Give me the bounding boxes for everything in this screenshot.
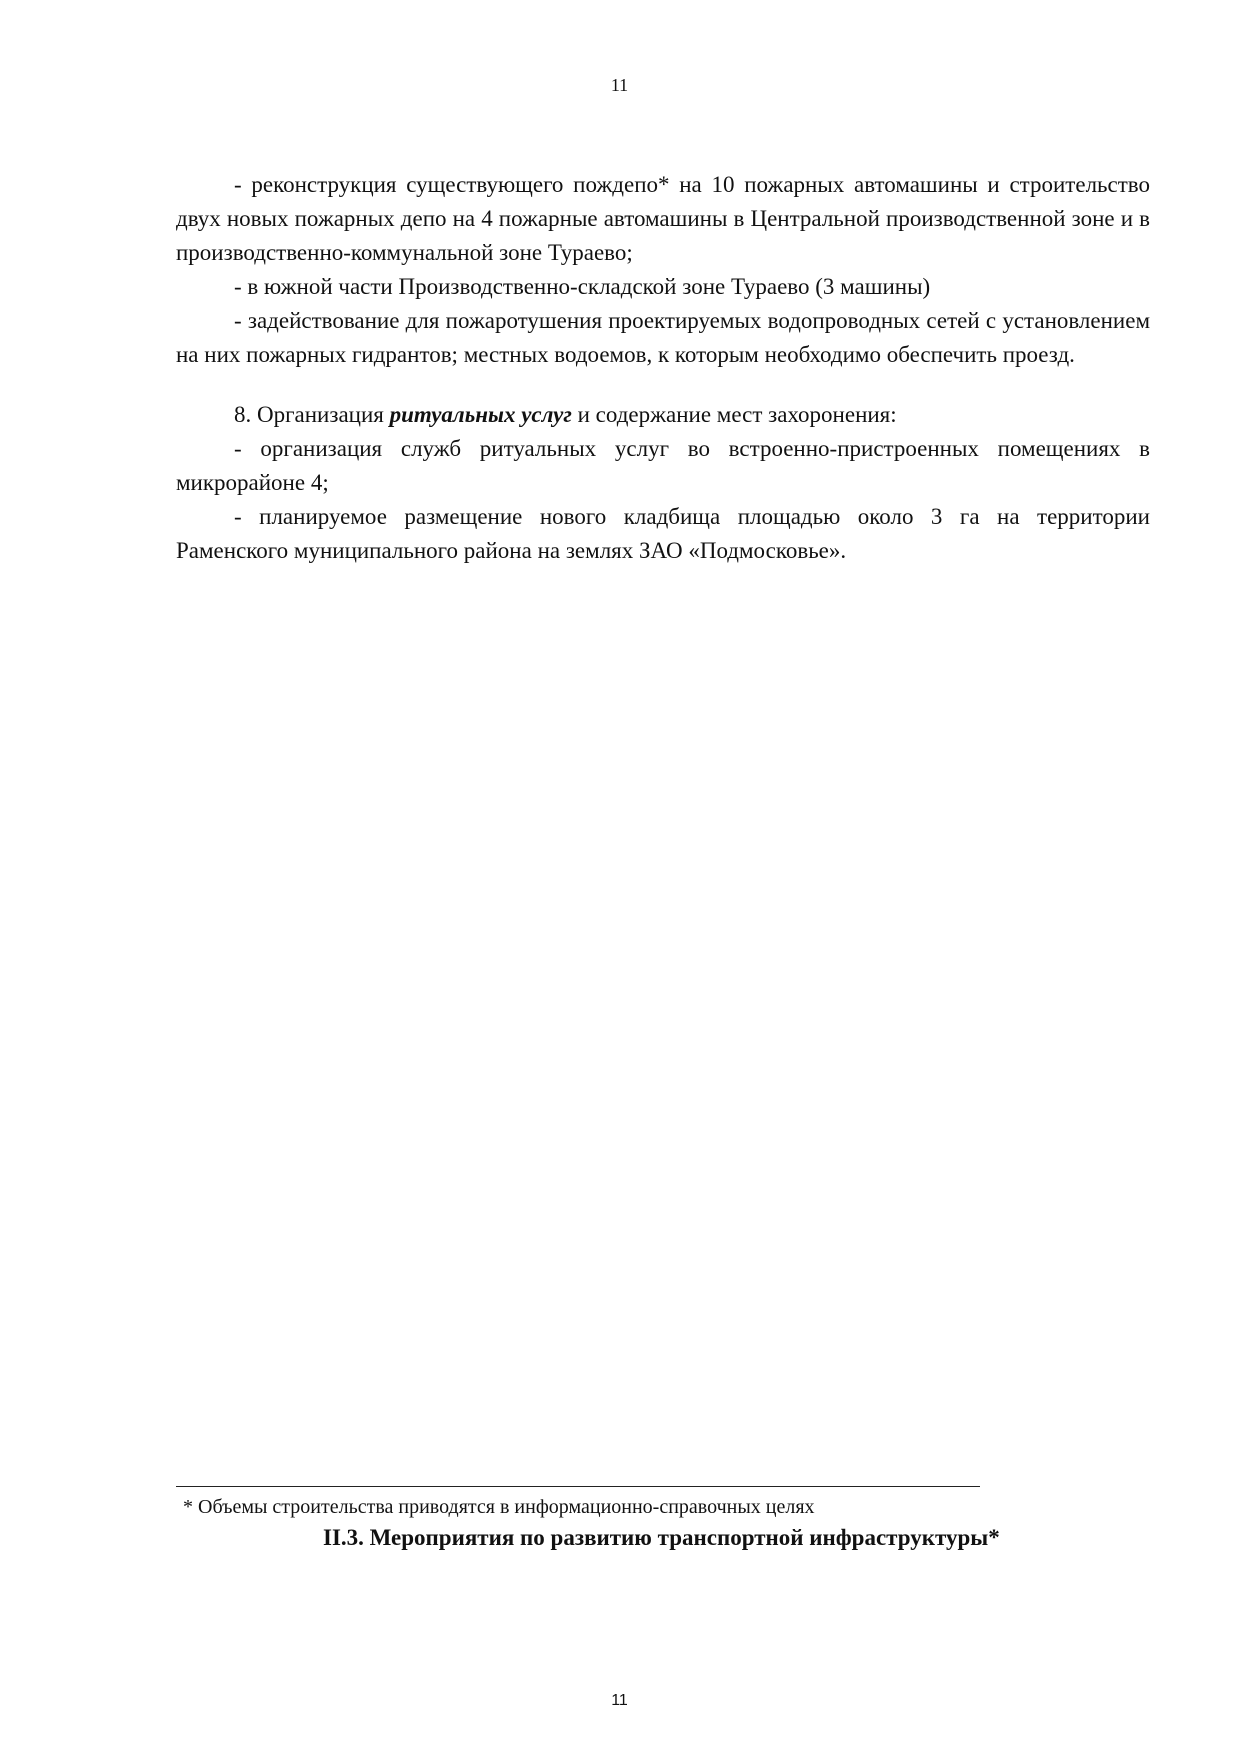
section-8-suffix: и содержание мест захоронения: [571, 402, 897, 427]
paragraph-fire-depot-reconstruction: - реконструкция существующего пождепо* на 10 пожарных автомашины и строительство двух новых пожарных депо на 4 пожарные автомашины в Центральной производственной зоне и в производственно-коммунальной зоне Тураево; [176, 172, 1150, 265]
page-number-bottom: 11 [611, 1692, 628, 1709]
section-8-heading [176, 398, 1150, 432]
footnote-divider [176, 1486, 980, 1487]
document-body [176, 168, 1150, 568]
paragraph-ritual-services: - организация служб ритуальных услуг во встроенно-пристроенных помещениях в микрорайоне 4; [176, 436, 1150, 495]
paragraph-south-turaevo: - в южной части Производственно-складской зоне Тураево (3 машины) [234, 274, 931, 299]
section-8-emphasis: ритуальных услуг [389, 402, 572, 427]
page-number-top: 11 [610, 75, 629, 95]
paragraph-fire-hydrants: - задействование для пожаротушения проектируемых водопроводных сетей с установлением на них пожарных гидрантов; местных водоемов, к которым необходимо обеспечить проезд. [176, 308, 1150, 367]
section-8-prefix: 8. Организация [234, 402, 390, 427]
paragraph-cemetery: - планируемое размещение нового кладбища площадью около 3 га на территории Раменского муниципального района на землях ЗАО «Подмосковье». [176, 504, 1150, 563]
section-heading-transport: II.3. Мероприятия по развитию транспортной инфраструктуры* [323, 1525, 1000, 1550]
paragraph-gap [176, 372, 1150, 398]
footnote-text: * Объемы строительства приводятся в информационно-справочных целях [183, 1496, 815, 1518]
